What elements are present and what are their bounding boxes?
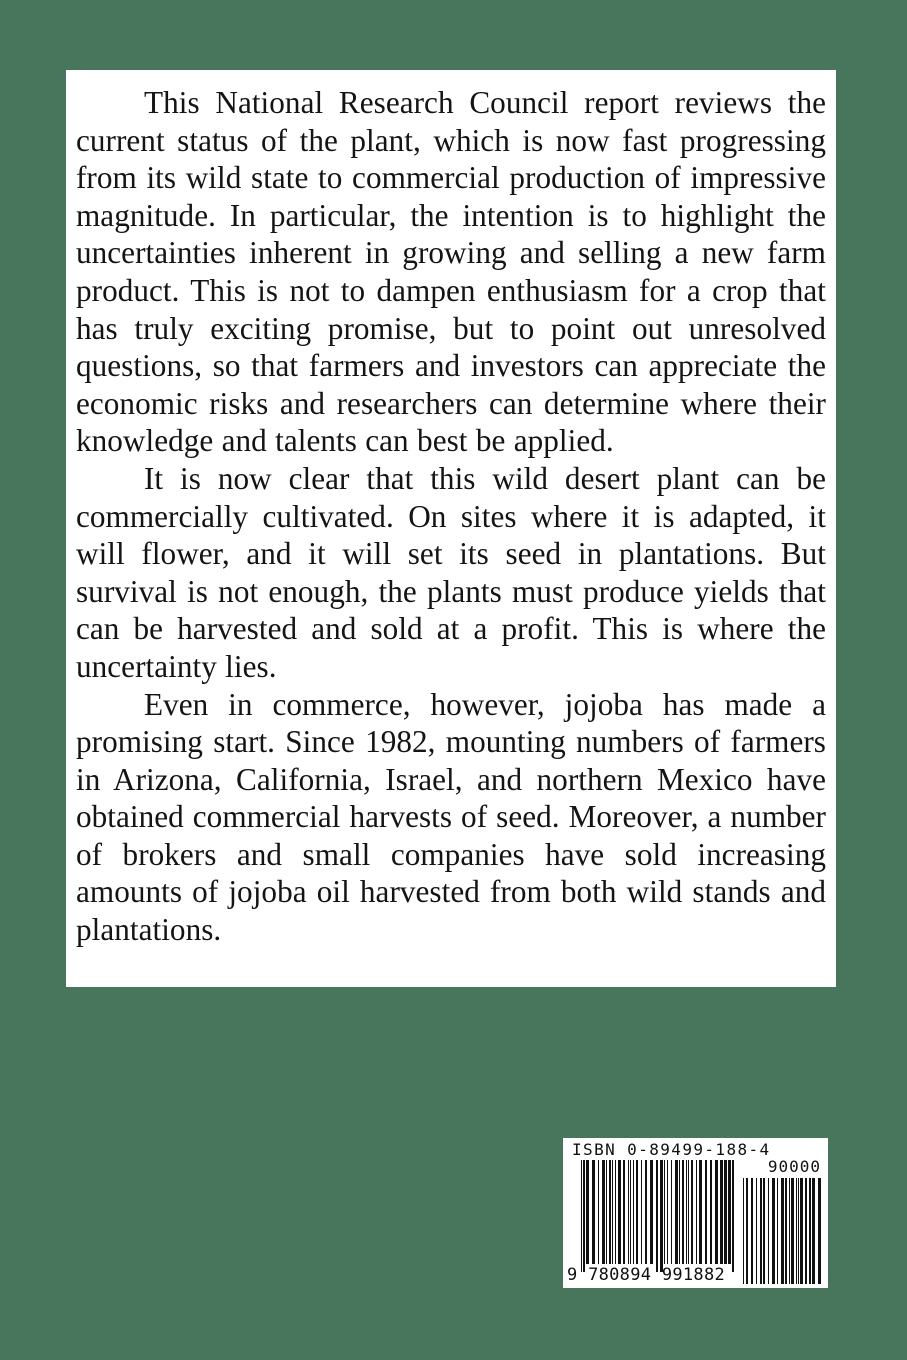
barcode-bar — [679, 1160, 680, 1264]
barcode-bar — [645, 1160, 647, 1264]
barcode-bar — [671, 1160, 672, 1264]
barcode-bar — [628, 1160, 629, 1264]
barcode-bar — [667, 1160, 668, 1264]
barcode-bar — [660, 1160, 663, 1272]
description-paragraph-1: This National Research Council report reviews the current status of the plant, which is now fast progressing from its wild state to commercial production of impressive magnitude. In particular, the intention is to highlight the uncertainties inherent in growing and selling a new farm product. This is not to dampen enthusiasm for a crop that has truly exciting promise, but to point out unresolved questions, so that farmers and investors can appreciate the economic risks and researchers can determine where their knowledge and talents can best be applied. — [76, 85, 826, 459]
barcode-bar — [623, 1160, 625, 1264]
barcode-bar — [732, 1160, 734, 1272]
barcode-bar — [618, 1160, 621, 1264]
barcode-bar — [581, 1160, 582, 1272]
barcode-bar — [650, 1160, 653, 1264]
barcode-bar — [699, 1160, 702, 1264]
barcode-bar — [615, 1160, 616, 1264]
barcode-bar — [682, 1160, 684, 1264]
barcode-bar — [633, 1160, 634, 1264]
barcode-bar — [724, 1160, 727, 1264]
description-panel — [66, 70, 836, 987]
barcode-bar — [606, 1160, 607, 1264]
barcode-bar — [656, 1160, 658, 1272]
barcode-bar — [592, 1160, 595, 1264]
barcode-bar — [715, 1160, 718, 1264]
barcode-bar — [636, 1160, 638, 1264]
description-paragraph-3: Even in commerce, however, jojoba has made a promising start. Since 1982, mounting numbers of farmers in Arizona, California, Israel, and northern Mexico have obtained commercial harvests of seed. Moreover, a number of brokers and small companies have sold increasing amounts of jojoba oil harvested from both wild stands and plantations. — [76, 686, 826, 948]
barcode-bar — [598, 1160, 599, 1264]
barcode-bar — [710, 1160, 712, 1264]
barcode-bar — [686, 1160, 687, 1264]
barcode-bar — [602, 1160, 605, 1264]
barcode-bar — [664, 1160, 665, 1264]
description-paragraph-2: It is now clear that this wild desert plant can be commercially cultivated. On sites where it is adapted, it will flower, and it will set its seed in plantations. But survival is not enough, the plants must produce yields that can be harvested and sold at a profit. This is where the uncertainty lies. — [76, 460, 826, 684]
barcode-bar — [728, 1160, 731, 1264]
barcode-bar — [612, 1160, 613, 1264]
barcode-bar — [641, 1160, 642, 1264]
barcode-bar — [720, 1160, 723, 1264]
ean-bars — [581, 1160, 734, 1272]
barcode-bar — [705, 1160, 707, 1264]
barcode-bar — [586, 1160, 589, 1264]
isbn-text: ISBN 0-89499-188-4 — [572, 1140, 771, 1159]
addon-code-text: 90000 — [767, 1157, 821, 1176]
barcode-label — [563, 1138, 828, 1288]
barcode-bar — [675, 1160, 678, 1264]
barcode-bar — [630, 1160, 631, 1264]
barcode-bar — [688, 1160, 689, 1264]
barcode-bar — [583, 1160, 585, 1272]
barcode-bar — [696, 1160, 697, 1264]
barcode-bar — [691, 1160, 693, 1264]
ean-number-text: 9 780894 991882 — [567, 1265, 726, 1285]
barcode-bar — [609, 1160, 611, 1264]
